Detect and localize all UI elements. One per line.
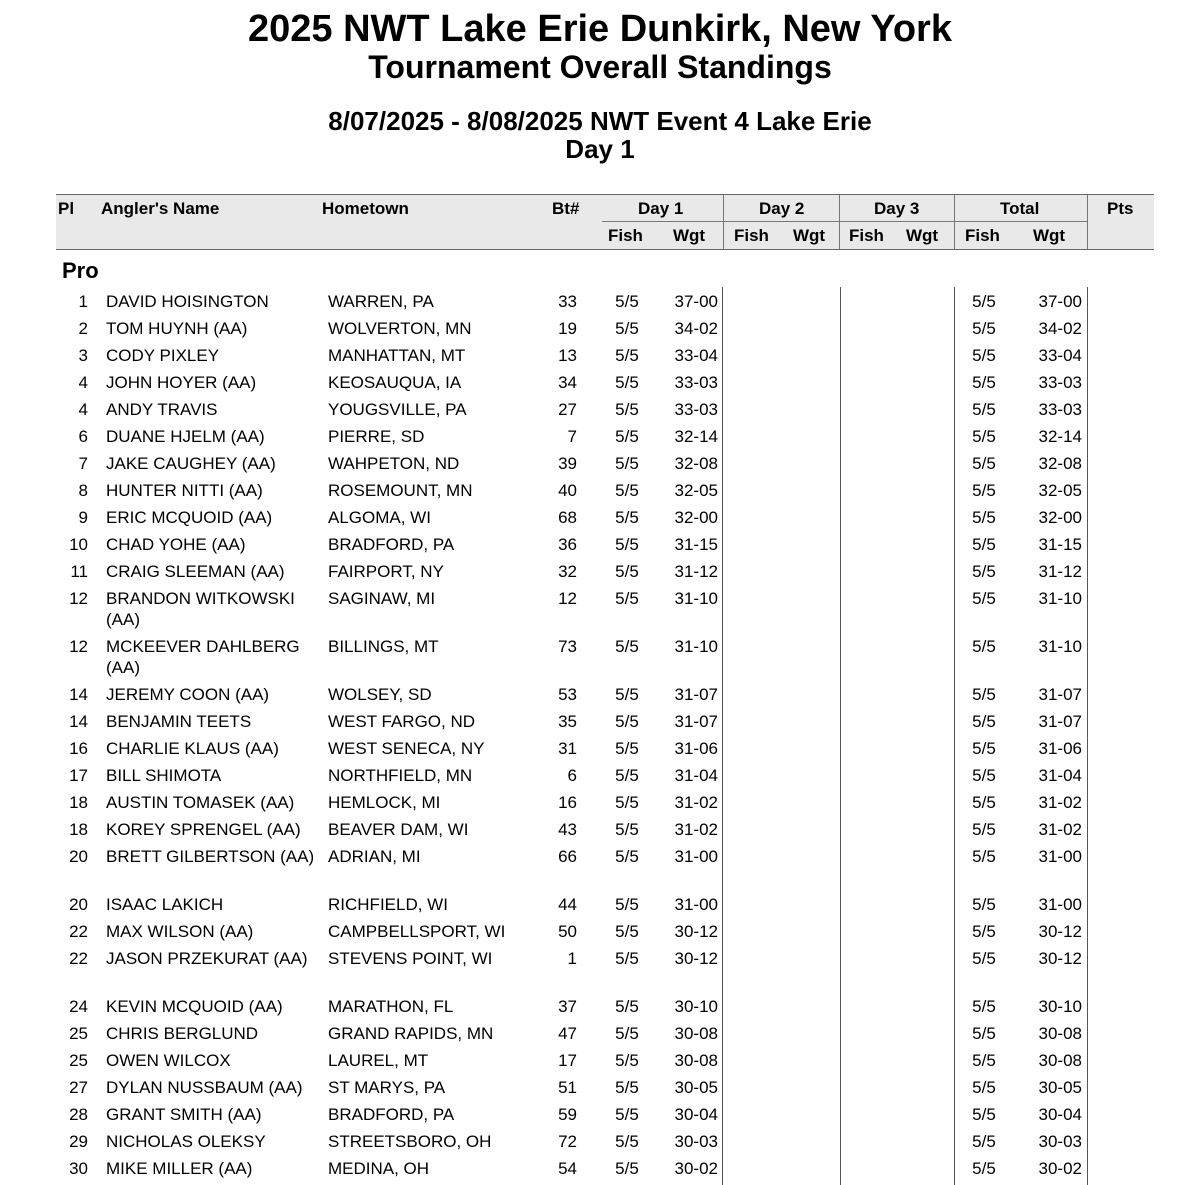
total-fish-cell: 5/5 <box>972 949 996 968</box>
hometown-cell: MEDINA, OH <box>328 1159 430 1178</box>
section-title-pro: Pro <box>62 258 99 283</box>
hometown-cell: WEST SENECA, NY <box>328 739 485 758</box>
total-weight-cell: 31-07 <box>1038 712 1082 731</box>
angler-name-cell: TOM HUYNH (AA) <box>106 319 248 338</box>
day1-weight-cell: 31-15 <box>674 535 718 554</box>
boat-number-cell: 16 <box>558 793 577 812</box>
total-weight-cell: 31-07 <box>1038 685 1082 704</box>
total-fish-cell: 5/5 <box>972 637 996 656</box>
total-weight-cell: 30-12 <box>1038 949 1082 968</box>
boat-number-cell: 13 <box>558 346 577 365</box>
day1-fish-cell: 5/5 <box>615 427 639 446</box>
header-day2-fish: Fish <box>734 226 769 245</box>
total-weight-cell: 31-02 <box>1038 793 1082 812</box>
header-subdivider <box>602 221 1087 222</box>
header-divider <box>839 195 840 249</box>
place-cell: 14 <box>69 685 88 704</box>
day1-weight-cell: 33-03 <box>674 373 718 392</box>
table-row <box>0 1127 1200 1154</box>
day1-weight-cell: 31-02 <box>674 820 718 839</box>
total-weight-cell: 30-02 <box>1038 1159 1082 1178</box>
hometown-cell: SAGINAW, MI <box>328 589 436 608</box>
boat-number-cell: 35 <box>558 712 577 731</box>
day1-weight-cell: 30-08 <box>674 1024 718 1043</box>
hometown-cell: HEMLOCK, MI <box>328 793 441 812</box>
header-boat-number: Bt# <box>552 199 580 218</box>
header-divider <box>954 195 955 249</box>
day1-fish-cell: 5/5 <box>615 1051 639 1070</box>
hometown-cell: MARATHON, FL <box>328 997 454 1016</box>
total-weight-cell: 31-02 <box>1038 820 1082 839</box>
hometown-cell: RICHFIELD, WI <box>328 895 448 914</box>
boat-number-cell: 36 <box>558 535 577 554</box>
angler-name-cell: JEREMY COON (AA) <box>106 685 270 704</box>
total-weight-cell: 31-04 <box>1038 766 1082 785</box>
hometown-cell: LAUREL, MT <box>328 1051 429 1070</box>
table-row <box>0 992 1200 1019</box>
day1-fish-cell: 5/5 <box>615 373 639 392</box>
total-fish-cell: 5/5 <box>972 589 996 608</box>
place-cell: 4 <box>78 400 88 419</box>
hometown-cell: FAIRPORT, NY <box>328 562 444 581</box>
boat-number-cell: 59 <box>558 1105 577 1124</box>
table-row <box>0 422 1200 449</box>
angler-name-cell: AUSTIN TOMASEK (AA) <box>106 793 295 812</box>
place-cell: 18 <box>69 820 88 839</box>
table-row <box>0 761 1200 788</box>
angler-name-cell: CHAD YOHE (AA) <box>106 535 246 554</box>
angler-name-cell: DUANE HJELM (AA) <box>106 427 265 446</box>
header-hometown: Hometown <box>322 199 409 218</box>
angler-name-cell: JAKE CAUGHEY (AA) <box>106 454 276 473</box>
total-weight-cell: 33-03 <box>1038 373 1082 392</box>
place-cell: 12 <box>69 637 88 656</box>
day1-fish-cell: 5/5 <box>615 895 639 914</box>
place-cell: 30 <box>69 1159 88 1178</box>
day1-weight-cell: 31-02 <box>674 793 718 812</box>
boat-number-cell: 17 <box>558 1051 577 1070</box>
total-fish-cell: 5/5 <box>972 1024 996 1043</box>
table-row <box>0 476 1200 503</box>
hometown-cell: WOLSEY, SD <box>328 685 432 704</box>
total-weight-cell: 33-04 <box>1038 346 1082 365</box>
total-fish-cell: 5/5 <box>972 508 996 527</box>
angler-name-cell: MIKE MILLER (AA) <box>106 1159 253 1178</box>
table-row <box>0 530 1200 557</box>
day1-weight-cell: 30-05 <box>674 1078 718 1097</box>
table-row <box>0 1154 1200 1181</box>
day1-weight-cell: 31-07 <box>674 685 718 704</box>
place-cell: 12 <box>69 589 88 608</box>
boat-number-cell: 72 <box>558 1132 577 1151</box>
angler-name-cell: KOREY SPRENGEL (AA) <box>106 820 301 839</box>
total-fish-cell: 5/5 <box>972 847 996 866</box>
hometown-cell: ALGOMA, WI <box>328 508 431 527</box>
header-day3-fish: Fish <box>849 226 884 245</box>
place-cell: 22 <box>69 949 88 968</box>
angler-name-cell: ANDY TRAVIS <box>106 400 218 419</box>
place-cell: 10 <box>69 535 88 554</box>
day1-weight-cell: 31-07 <box>674 712 718 731</box>
place-cell: 20 <box>69 895 88 914</box>
total-fish-cell: 5/5 <box>972 292 996 311</box>
total-weight-cell: 30-12 <box>1038 922 1082 941</box>
day1-weight-cell: 31-04 <box>674 766 718 785</box>
place-cell: 25 <box>69 1051 88 1070</box>
day1-weight-cell: 31-10 <box>674 589 718 608</box>
standings-header <box>56 194 1154 250</box>
day1-weight-cell: 31-00 <box>674 847 718 866</box>
boat-number-cell: 7 <box>567 427 577 446</box>
day1-fish-cell: 5/5 <box>615 685 639 704</box>
report-title: 2025 NWT Lake Erie Dunkirk, New York <box>248 8 952 50</box>
place-cell: 11 <box>70 562 88 581</box>
boat-number-cell: 34 <box>558 373 577 392</box>
total-weight-cell: 31-00 <box>1038 895 1082 914</box>
total-fish-cell: 5/5 <box>972 895 996 914</box>
angler-name-cell: GRANT SMITH (AA) <box>106 1105 262 1124</box>
hometown-cell: ROSEMOUNT, MN <box>328 481 473 500</box>
place-cell: 29 <box>69 1132 88 1151</box>
day1-fish-cell: 5/5 <box>615 508 639 527</box>
boat-number-cell: 51 <box>558 1078 577 1097</box>
table-row <box>0 734 1200 761</box>
day1-weight-cell: 30-02 <box>674 1159 718 1178</box>
day1-weight-cell: 30-12 <box>674 922 718 941</box>
hometown-cell: WAHPETON, ND <box>328 454 460 473</box>
boat-number-cell: 19 <box>558 319 577 338</box>
hometown-cell: KEOSAUQUA, IA <box>328 373 462 392</box>
hometown-cell: PIERRE, SD <box>328 427 425 446</box>
total-fish-cell: 5/5 <box>972 1078 996 1097</box>
place-cell: 28 <box>69 1105 88 1124</box>
total-weight-cell: 33-03 <box>1038 400 1082 419</box>
total-fish-cell: 5/5 <box>972 712 996 731</box>
angler-name-cell: BRANDON WITKOWSKI (AA) <box>106 589 295 629</box>
hometown-cell: WEST FARGO, ND <box>328 712 476 731</box>
total-fish-cell: 5/5 <box>972 820 996 839</box>
angler-name-cell: DYLAN NUSSBAUM (AA) <box>106 1078 303 1097</box>
standings-rows <box>0 287 1200 1181</box>
angler-name-cell: ISAAC LAKICH <box>106 895 224 914</box>
total-fish-cell: 5/5 <box>972 997 996 1016</box>
total-fish-cell: 5/5 <box>972 535 996 554</box>
day1-weight-cell: 30-03 <box>674 1132 718 1151</box>
table-row <box>0 395 1200 422</box>
header-day2-wgt: Wgt <box>793 226 826 245</box>
day1-fish-cell: 5/5 <box>615 1159 639 1178</box>
header-day2: Day 2 <box>759 199 805 218</box>
day1-fish-cell: 5/5 <box>615 922 639 941</box>
day1-fish-cell: 5/5 <box>615 292 639 311</box>
angler-name-cell: BRETT GILBERTSON (AA) <box>106 847 315 866</box>
header-divider <box>723 195 724 249</box>
total-weight-cell: 37-00 <box>1038 292 1082 311</box>
total-weight-cell: 32-05 <box>1038 481 1082 500</box>
day1-fish-cell: 5/5 <box>615 793 639 812</box>
day1-fish-cell: 5/5 <box>615 346 639 365</box>
total-fish-cell: 5/5 <box>972 739 996 758</box>
angler-name-cell: HUNTER NITTI (AA) <box>106 481 263 500</box>
day1-fish-cell: 5/5 <box>615 820 639 839</box>
angler-name-cell: ERIC MCQUOID (AA) <box>106 508 273 527</box>
total-fish-cell: 5/5 <box>972 1159 996 1178</box>
total-fish-cell: 5/5 <box>972 793 996 812</box>
table-row <box>0 449 1200 476</box>
place-cell: 16 <box>69 739 88 758</box>
boat-number-cell: 33 <box>558 292 577 311</box>
hometown-cell: NORTHFIELD, MN <box>328 766 473 785</box>
total-weight-cell: 30-05 <box>1038 1078 1082 1097</box>
total-weight-cell: 30-04 <box>1038 1105 1082 1124</box>
boat-number-cell: 44 <box>558 895 577 914</box>
total-weight-cell: 32-08 <box>1038 454 1082 473</box>
header-total-wgt: Wgt <box>1033 226 1066 245</box>
day1-fish-cell: 5/5 <box>615 481 639 500</box>
boat-number-cell: 66 <box>558 847 577 866</box>
day1-weight-cell: 31-00 <box>674 895 718 914</box>
total-weight-cell: 30-10 <box>1038 997 1082 1016</box>
day1-fish-cell: 5/5 <box>615 637 639 656</box>
header-day1-fish: Fish <box>608 226 643 245</box>
day1-weight-cell: 30-08 <box>674 1051 718 1070</box>
place-cell: 25 <box>69 1024 88 1043</box>
day1-weight-cell: 31-10 <box>674 637 718 656</box>
boat-number-cell: 40 <box>558 481 577 500</box>
hometown-cell: BEAVER DAM, WI <box>328 820 469 839</box>
table-row <box>0 788 1200 815</box>
day1-fish-cell: 5/5 <box>615 454 639 473</box>
total-fish-cell: 5/5 <box>972 481 996 500</box>
day1-fish-cell: 5/5 <box>615 712 639 731</box>
angler-name-cell: MCKEEVER DAHLBERG (AA) <box>106 637 300 677</box>
table-row <box>0 890 1200 917</box>
header-total: Total <box>1000 199 1040 218</box>
boat-number-cell: 53 <box>558 685 577 704</box>
boat-number-cell: 73 <box>558 637 577 656</box>
total-fish-cell: 5/5 <box>972 562 996 581</box>
hometown-cell: BRADFORD, PA <box>328 535 455 554</box>
hometown-cell: BRADFORD, PA <box>328 1105 455 1124</box>
header-day3: Day 3 <box>874 199 920 218</box>
angler-name-cell: CHARLIE KLAUS (AA) <box>106 739 279 758</box>
hometown-cell: MANHATTAN, MT <box>328 346 466 365</box>
event-day: Day 1 <box>565 134 635 164</box>
header-points: Pts <box>1107 199 1134 218</box>
total-weight-cell: 30-08 <box>1038 1024 1082 1043</box>
place-cell: 14 <box>69 712 88 731</box>
boat-number-cell: 68 <box>558 508 577 527</box>
total-fish-cell: 5/5 <box>972 427 996 446</box>
boat-number-cell: 32 <box>558 562 577 581</box>
total-weight-cell: 31-15 <box>1038 535 1082 554</box>
total-fish-cell: 5/5 <box>972 346 996 365</box>
header-pl: Pl <box>58 199 75 218</box>
table-row <box>0 314 1200 341</box>
place-cell: 22 <box>69 922 88 941</box>
table-row <box>0 680 1200 707</box>
boat-number-cell: 54 <box>558 1159 577 1178</box>
boat-number-cell: 12 <box>558 589 577 608</box>
angler-name-cell: BILL SHIMOTA <box>106 766 222 785</box>
day1-fish-cell: 5/5 <box>615 949 639 968</box>
day1-weight-cell: 33-04 <box>674 346 718 365</box>
place-cell: 17 <box>69 766 88 785</box>
total-weight-cell: 31-00 <box>1038 847 1082 866</box>
hometown-cell: WOLVERTON, MN <box>328 319 472 338</box>
total-weight-cell: 34-02 <box>1038 319 1082 338</box>
day1-weight-cell: 32-08 <box>674 454 718 473</box>
table-row <box>0 341 1200 368</box>
table-row <box>0 1019 1200 1046</box>
place-cell: 18 <box>69 793 88 812</box>
hometown-cell: ADRIAN, MI <box>328 847 421 866</box>
boat-number-cell: 50 <box>558 922 577 941</box>
day1-weight-cell: 34-02 <box>674 319 718 338</box>
angler-name-cell: NICHOLAS OLEKSY <box>106 1132 266 1151</box>
boat-number-cell: 6 <box>567 766 577 785</box>
day1-fish-cell: 5/5 <box>615 400 639 419</box>
day1-weight-cell: 30-10 <box>674 997 718 1016</box>
header-day1-wgt: Wgt <box>673 226 706 245</box>
total-weight-cell: 31-10 <box>1038 637 1082 656</box>
total-weight-cell: 31-06 <box>1038 739 1082 758</box>
total-fish-cell: 5/5 <box>972 373 996 392</box>
day1-weight-cell: 31-06 <box>674 739 718 758</box>
day1-fish-cell: 5/5 <box>615 1078 639 1097</box>
angler-name-cell: KEVIN MCQUOID (AA) <box>106 997 283 1016</box>
table-row <box>0 917 1200 944</box>
total-fish-cell: 5/5 <box>972 1105 996 1124</box>
boat-number-cell: 47 <box>558 1024 577 1043</box>
day1-fish-cell: 5/5 <box>615 589 639 608</box>
table-row <box>0 584 1200 632</box>
header-divider <box>1087 195 1088 249</box>
hometown-cell: GRAND RAPIDS, MN <box>328 1024 494 1043</box>
day1-weight-cell: 33-03 <box>674 400 718 419</box>
place-cell: 24 <box>69 997 88 1016</box>
day1-fish-cell: 5/5 <box>615 766 639 785</box>
day1-weight-cell: 32-00 <box>674 508 718 527</box>
hometown-cell: ST MARYS, PA <box>328 1078 446 1097</box>
total-fish-cell: 5/5 <box>972 922 996 941</box>
place-cell: 27 <box>69 1078 88 1097</box>
angler-name-cell: BENJAMIN TEETS <box>106 712 252 731</box>
hometown-cell: STREETSBORO, OH <box>328 1132 492 1151</box>
hometown-cell: YOUGSVILLE, PA <box>328 400 467 419</box>
boat-number-cell: 43 <box>558 820 577 839</box>
boat-number-cell: 31 <box>558 739 577 758</box>
total-weight-cell: 32-14 <box>1038 427 1082 446</box>
day1-fish-cell: 5/5 <box>615 1105 639 1124</box>
place-cell: 6 <box>78 427 88 446</box>
day1-weight-cell: 32-14 <box>674 427 718 446</box>
total-fish-cell: 5/5 <box>972 685 996 704</box>
day1-weight-cell: 30-04 <box>674 1105 718 1124</box>
report-subtitle: Tournament Overall Standings <box>368 49 832 85</box>
total-weight-cell: 32-00 <box>1038 508 1082 527</box>
angler-name-cell: JASON PRZEKURAT (AA) <box>106 949 308 968</box>
total-weight-cell: 30-03 <box>1038 1132 1082 1151</box>
total-fish-cell: 5/5 <box>972 319 996 338</box>
day1-fish-cell: 5/5 <box>615 739 639 758</box>
table-row <box>0 707 1200 734</box>
day1-fish-cell: 5/5 <box>615 535 639 554</box>
boat-number-cell: 1 <box>567 949 577 968</box>
header-angler-name: Angler's Name <box>101 199 220 218</box>
place-cell: 3 <box>78 346 88 365</box>
angler-name-cell: CHRIS BERGLUND <box>106 1024 259 1043</box>
table-row <box>0 944 1200 992</box>
angler-name-cell: OWEN WILCOX <box>106 1051 231 1070</box>
angler-name-cell: MAX WILSON (AA) <box>106 922 254 941</box>
day1-weight-cell: 31-12 <box>674 562 718 581</box>
day1-fish-cell: 5/5 <box>615 319 639 338</box>
day1-fish-cell: 5/5 <box>615 847 639 866</box>
header-day1: Day 1 <box>638 199 684 218</box>
place-cell: 20 <box>69 847 88 866</box>
day1-fish-cell: 5/5 <box>615 1024 639 1043</box>
table-row <box>0 503 1200 530</box>
table-row <box>0 368 1200 395</box>
total-fish-cell: 5/5 <box>972 454 996 473</box>
total-fish-cell: 5/5 <box>972 1051 996 1070</box>
total-weight-cell: 30-08 <box>1038 1051 1082 1070</box>
day1-weight-cell: 30-12 <box>674 949 718 968</box>
place-cell: 8 <box>78 481 88 500</box>
hometown-cell: CAMPBELLSPORT, WI <box>328 922 506 941</box>
hometown-cell: BILLINGS, MT <box>328 637 439 656</box>
hometown-cell: WARREN, PA <box>328 292 434 311</box>
place-cell: 7 <box>78 454 88 473</box>
day1-weight-cell: 37-00 <box>674 292 718 311</box>
day1-fish-cell: 5/5 <box>615 562 639 581</box>
total-weight-cell: 31-10 <box>1038 589 1082 608</box>
boat-number-cell: 37 <box>558 997 577 1016</box>
header-total-fish: Fish <box>965 226 1000 245</box>
hometown-cell: STEVENS POINT, WI <box>328 949 493 968</box>
table-row <box>0 632 1200 680</box>
angler-name-cell: DAVID HOISINGTON <box>106 292 269 311</box>
total-weight-cell: 31-12 <box>1038 562 1082 581</box>
total-fish-cell: 5/5 <box>972 400 996 419</box>
table-row <box>0 815 1200 842</box>
event-dates: 8/07/2025 - 8/08/2025 NWT Event 4 Lake Erie <box>328 106 872 136</box>
angler-name-cell: JOHN HOYER (AA) <box>106 373 257 392</box>
table-row <box>0 557 1200 584</box>
angler-name-cell: CODY PIXLEY <box>106 346 220 365</box>
angler-name-cell: CRAIG SLEEMAN (AA) <box>106 562 285 581</box>
boat-number-cell: 39 <box>558 454 577 473</box>
place-cell: 9 <box>78 508 88 527</box>
place-cell: 2 <box>78 319 88 338</box>
table-row <box>0 1073 1200 1100</box>
total-fish-cell: 5/5 <box>972 766 996 785</box>
place-cell: 4 <box>78 373 88 392</box>
day1-fish-cell: 5/5 <box>615 1132 639 1151</box>
table-row <box>0 287 1200 314</box>
header-day3-wgt: Wgt <box>906 226 939 245</box>
table-row <box>0 1046 1200 1073</box>
day1-weight-cell: 32-05 <box>674 481 718 500</box>
boat-number-cell: 27 <box>558 400 577 419</box>
total-fish-cell: 5/5 <box>972 1132 996 1151</box>
place-cell: 1 <box>78 292 88 311</box>
table-row <box>0 1100 1200 1127</box>
day1-fish-cell: 5/5 <box>615 997 639 1016</box>
table-row <box>0 842 1200 890</box>
